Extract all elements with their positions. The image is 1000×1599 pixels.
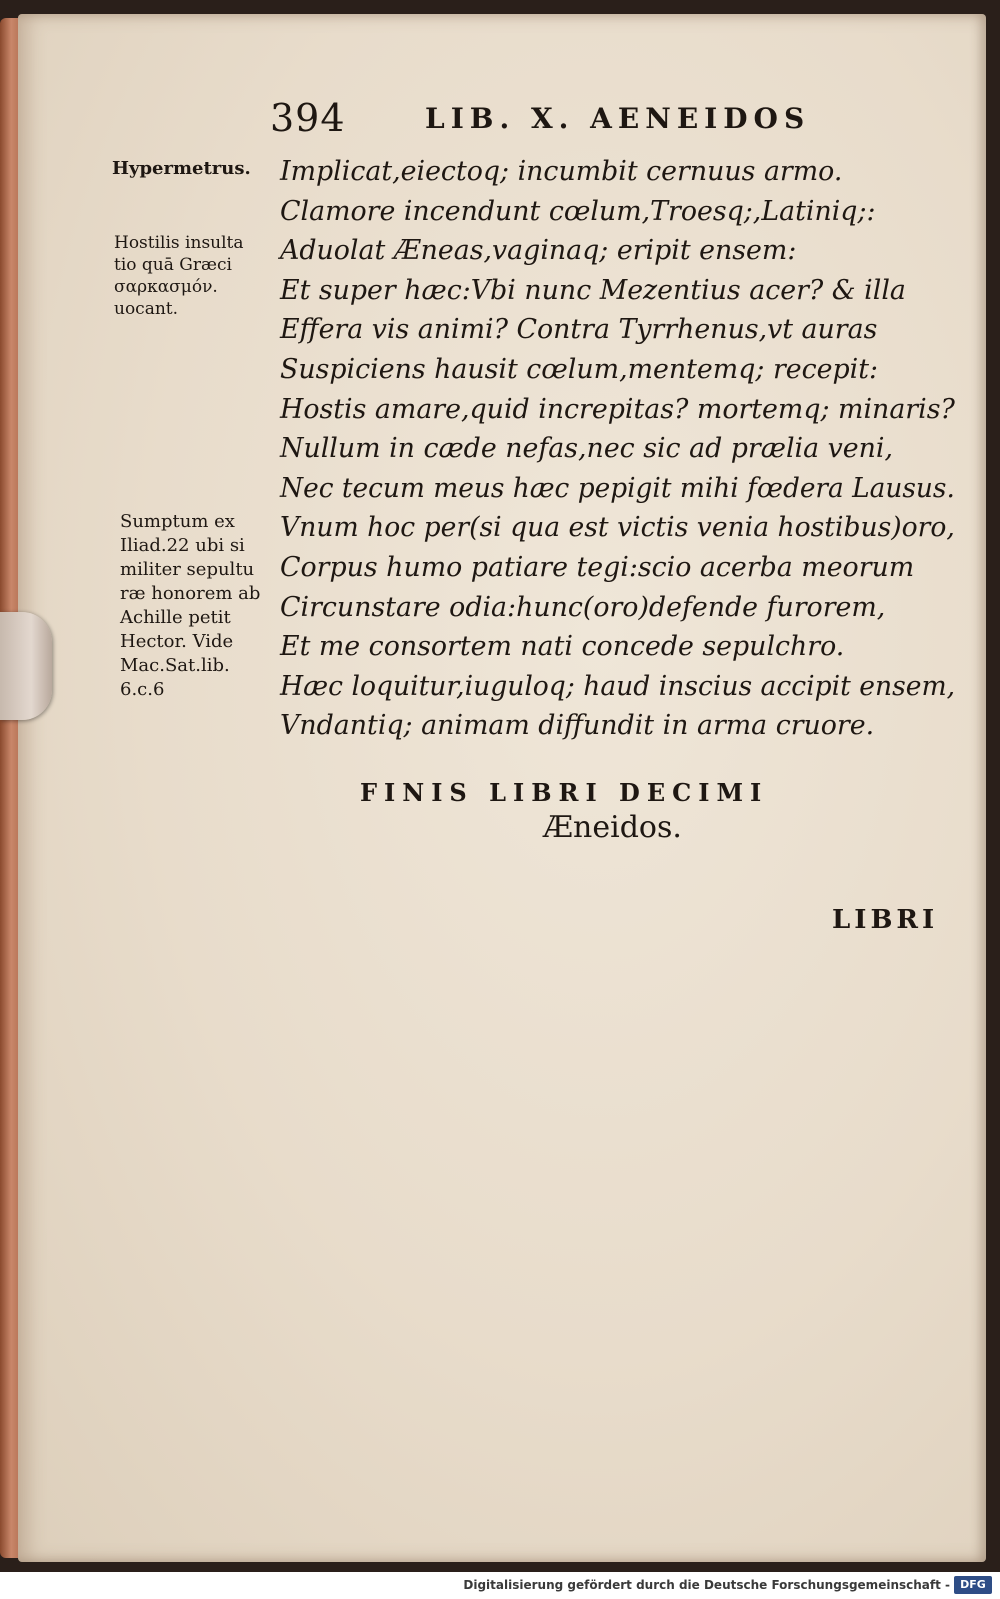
margin-note-line: 6.c.6	[120, 679, 165, 700]
page-header	[270, 96, 850, 146]
margin-note-hostilis	[114, 232, 244, 320]
margin-note-line: Sumptum ex	[120, 511, 235, 532]
margin-note-line: Achille petit	[120, 607, 231, 628]
page-number: 394	[270, 96, 346, 140]
margin-note-line: Hector. Vide	[120, 631, 234, 652]
footer-credit: Digitalisierung gefördert durch die Deutsche Forschungsgemeinschaft -	[463, 1578, 950, 1592]
verse-line: Hostis amare,quid increpitas? mortemq; minaris?	[280, 393, 955, 425]
catchword: LIBRI	[832, 905, 939, 935]
verse-line: Hæc loquitur,iuguloq; haud inscius accipit ensem,	[280, 670, 956, 702]
verse-line: Aduolat Æneas,vaginaq; eripit ensem:	[280, 235, 797, 267]
verse-line: Vndantiq; animam diffundit in arma cruore.	[280, 710, 875, 742]
margin-note-line: σαρκασμόν.	[114, 277, 218, 297]
margin-note-hypermetrus	[112, 158, 251, 179]
verse-line: Et me consortem nati concede sepulchro.	[280, 631, 845, 663]
margin-note-line: militer sepultu	[120, 559, 255, 580]
page-clip	[0, 612, 52, 720]
margin-note-line: tio quā Græci	[114, 255, 232, 275]
margin-note-line: Mac.Sat.lib.	[120, 655, 230, 676]
colophon-aeneidos: Æneidos.	[543, 810, 682, 845]
colophon-finis: FINIS LIBRI DECIMI	[360, 778, 769, 807]
digitization-footer	[0, 1572, 1000, 1599]
margin-note-line: uocant.	[114, 299, 179, 319]
verse-line: Nec tecum meus hæc pepigit mihi fœdera Lausus.	[280, 472, 955, 504]
margin-note-sumptum	[120, 510, 260, 702]
running-title: LIB. X. AENEIDOS	[425, 102, 811, 135]
margin-note-line: Hypermetrus.	[112, 158, 251, 179]
verse-line: Implicat,eiectoq; incumbit cernuus armo.	[280, 156, 843, 187]
verse-line: Clamore incendunt cœlum,Troesq;,Latiniq;:	[280, 195, 876, 227]
verse-line: Effera vis animi? Contra Tyrrhenus,vt auras	[280, 314, 878, 346]
margin-note-line: Iliad.22 ubi si	[120, 535, 245, 556]
verse-line: Vnum hoc per(si qua est victis venia hostibus)oro,	[280, 512, 955, 544]
verse-line: Circunstare odia:hunc(oro)defende furorem,	[280, 591, 886, 623]
margin-note-line: Hostilis insulta	[114, 233, 244, 253]
dfg-logo: DFG	[954, 1576, 992, 1594]
verse-block	[280, 152, 960, 746]
margin-note-line: ræ honorem ab	[120, 583, 261, 604]
verse-line: Corpus humo patiare tegi:scio acerba meorum	[280, 551, 915, 583]
verse-line: Et super hæc:Vbi nunc Mezentius acer? & illa	[280, 274, 906, 306]
verse-line: Nullum in cæde nefas,nec sic ad prælia veni,	[280, 433, 893, 465]
verse-line: Suspiciens hausit cœlum,mentemq; recepit:	[280, 353, 879, 385]
